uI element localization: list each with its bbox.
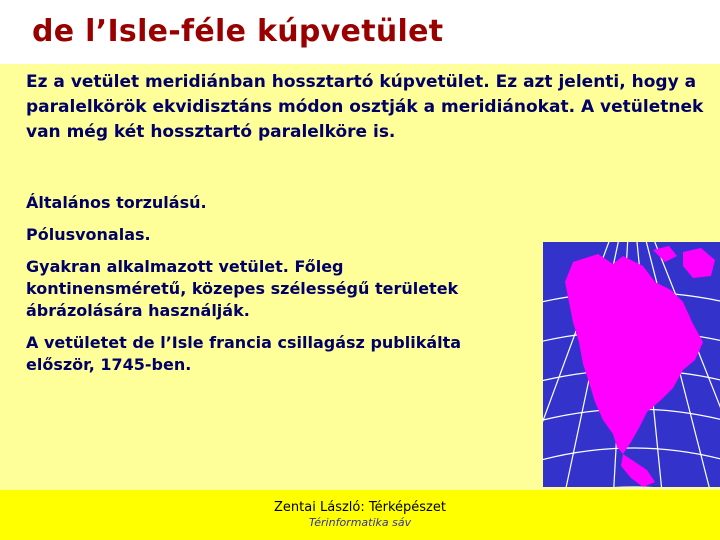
footer-bar — [0, 490, 720, 540]
point-general-distortion: Általános torzulású. — [26, 193, 207, 212]
footer-author: Zentai László: Térképészet — [274, 500, 446, 515]
point-pole-line: Pólusvonalas. — [26, 225, 151, 244]
intro-paragraph: Ez a vetület meridiánban hossztartó kúpvetület. Ez azt jelenti, hogy a paralelkörök ekvidisztáns módon osztják a meridiánokat. A vetületnek van még két hossztartó paralelköre is. — [26, 72, 704, 142]
north-america-map — [543, 242, 720, 487]
point-history: A vetületet de l’Isle francia csillagász publikálta először, 1745-ben. — [26, 333, 462, 374]
slide-title: de l’Isle-féle kúpvetület — [32, 14, 444, 49]
projection-map-image — [543, 242, 720, 487]
footer-subtitle: Térinformatika sáv — [308, 516, 412, 529]
point-usage: Gyakran alkalmazott vetület. Főleg kontinensméretű, közepes szélességű területek ábrázolására használják. — [26, 257, 459, 320]
